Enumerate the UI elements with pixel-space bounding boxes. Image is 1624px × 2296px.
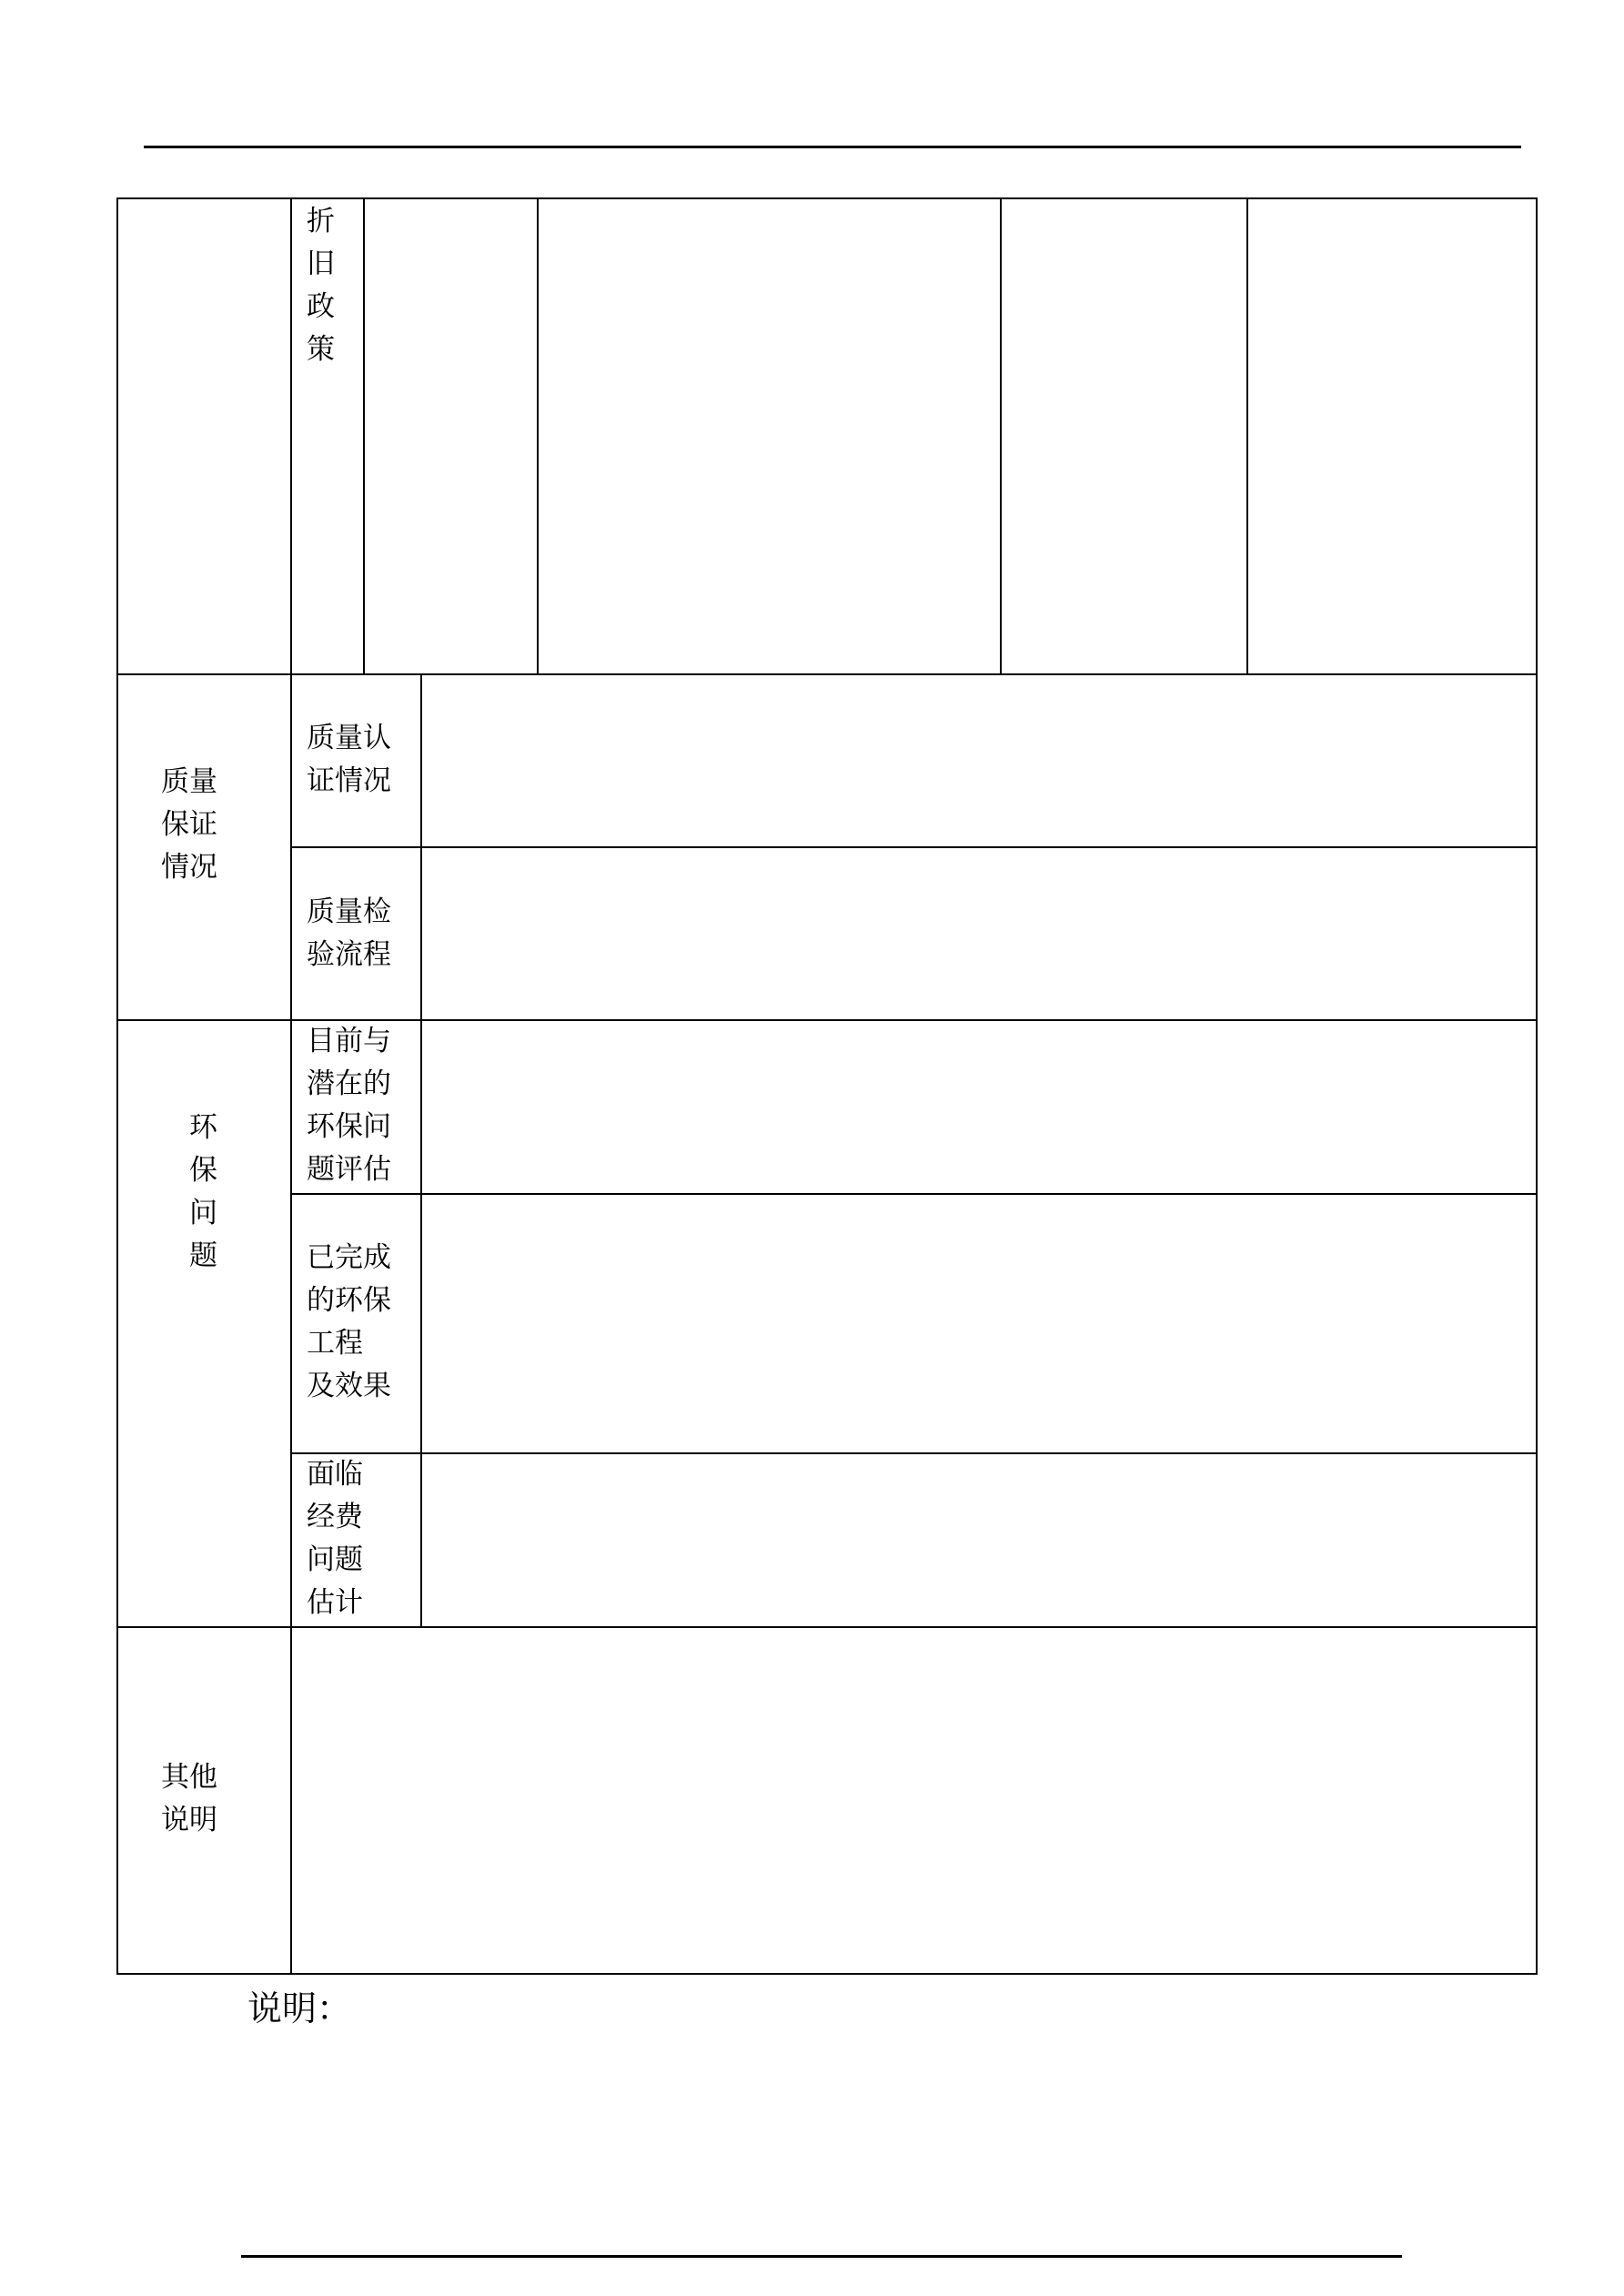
quality-certification-label: 质量认 证情况 <box>307 722 391 797</box>
row-divider <box>291 846 1538 848</box>
row-divider <box>116 1626 1538 1628</box>
notes-label: 说明： <box>247 1988 352 2028</box>
quality-inspection-label: 质量检 验流程 <box>307 895 391 971</box>
row-divider <box>291 1452 1538 1454</box>
col-divider <box>1000 197 1002 674</box>
col-divider <box>363 197 365 674</box>
col-divider <box>290 197 292 1975</box>
footer-rule <box>241 2255 1402 2258</box>
col-divider <box>537 197 539 674</box>
environmental-assessment-label: 目前与 潜在的 环保问 题评估 <box>307 1025 391 1186</box>
col-divider <box>420 673 422 1627</box>
row-divider <box>291 1193 1538 1195</box>
header-rule <box>144 146 1521 148</box>
depreciation-policy-label: 折 旧 政 策 <box>307 205 335 366</box>
other-remarks-label: 其他 说明 <box>161 1761 217 1836</box>
row-divider <box>116 673 1538 675</box>
completed-projects-label: 已完成 的环保 工程 及效果 <box>307 1241 391 1402</box>
quality-assurance-label: 质量 保证 情况 <box>161 765 217 884</box>
col-divider <box>1246 197 1248 674</box>
cost-estimate-label: 面临 经费 问题 估计 <box>307 1458 363 1619</box>
environmental-issues-label: 环 保 问 题 <box>189 1111 217 1272</box>
